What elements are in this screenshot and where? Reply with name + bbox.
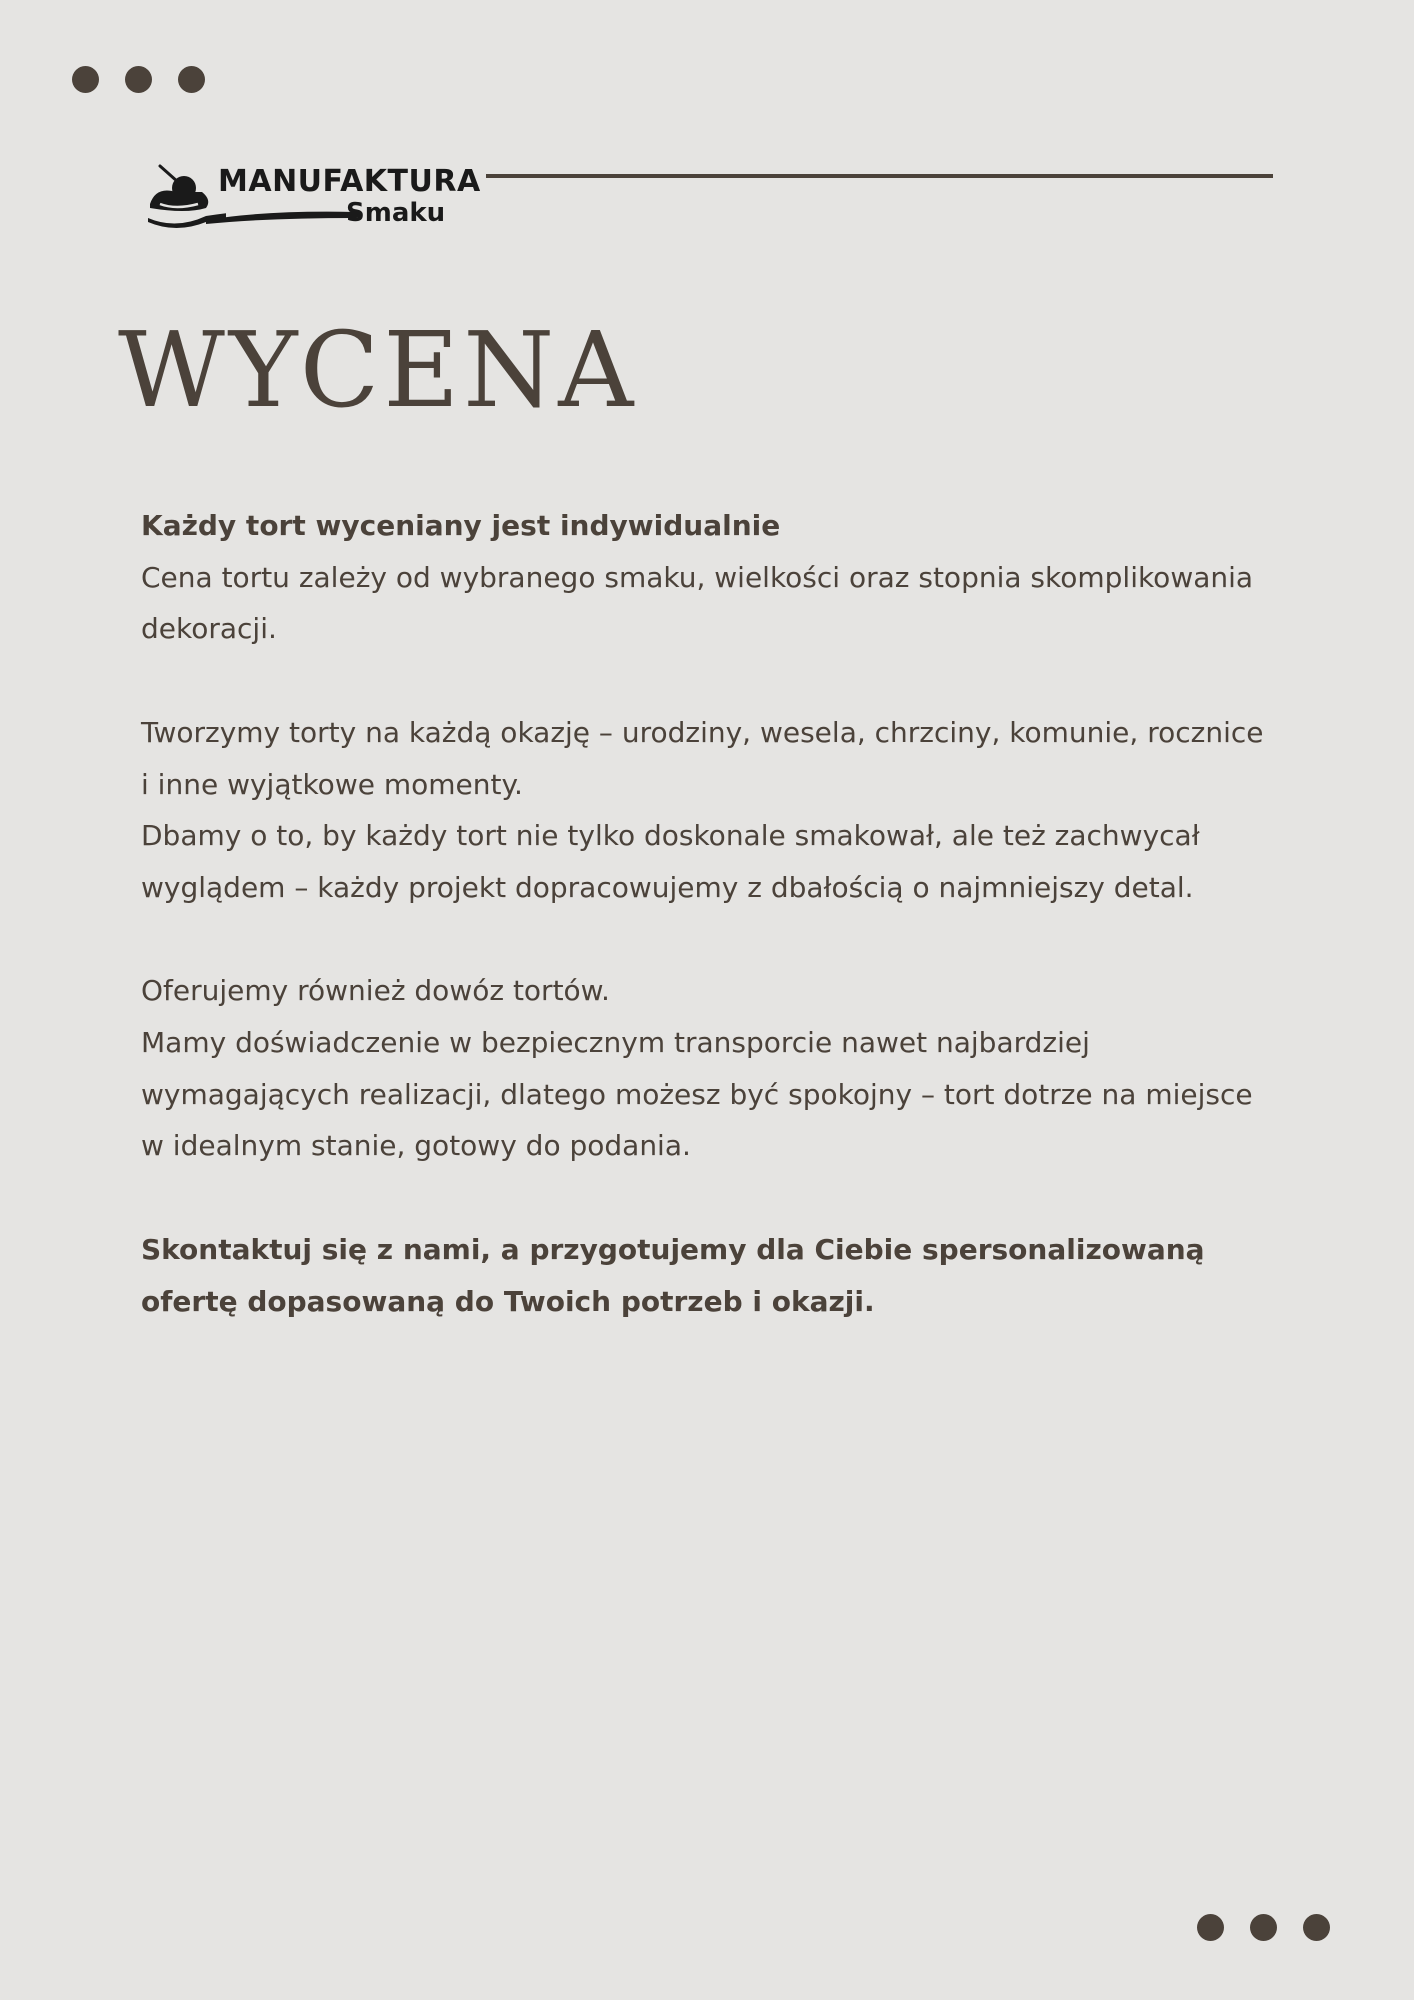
paragraph-heading: Każdy tort wyceniany jest indywidualnie [141, 509, 781, 542]
dot-icon [1197, 1914, 1224, 1941]
paragraph-delivery [141, 965, 1271, 1172]
header-divider [486, 174, 1273, 178]
dot-icon [1250, 1914, 1277, 1941]
decorative-dots-top [72, 66, 205, 93]
dot-icon [178, 66, 205, 93]
brand-logo [146, 160, 481, 240]
closing-statement: Skontaktuj się z nami, a przygotujemy dla Ciebie spersonalizowaną ofertę dopasowaną do Twoich potrzeb i okazji. [141, 1232, 1205, 1318]
spoon-handle-icon [206, 206, 366, 226]
paragraph-contact [141, 1224, 1271, 1327]
paragraph-text: Mamy doświadczenie w bezpiecznym transporcie nawet najbardziej wymagających realizacji, dlatego możesz być spokojny – tort dotrze na miejsce w idealnym stanie, gotowy do podania. [141, 1026, 1253, 1163]
logo-text-secondary: Smaku [346, 198, 446, 228]
paragraph-text: Oferujemy również dowóz tortów. [141, 974, 610, 1008]
page-content [141, 500, 1271, 1379]
logo-text-primary: MANUFAKTURA [218, 164, 481, 199]
dot-icon [125, 66, 152, 93]
paragraph-text: Cena tortu zależy od wybranego smaku, wielkości oraz stopnia skomplikowania dekoracji. [141, 560, 1254, 646]
paragraph-text: Tworzymy torty na każdą okazję – urodziny, wesela, chrzciny, komunie, rocznice i inne wyjątkowe momenty. [141, 715, 1264, 801]
paragraph-text: Dbamy o to, by każdy tort nie tylko doskonale smakował, ale też zachwycał wyglądem – każdy projekt dopracowujemy z dbałością o najmniejszy detal. [141, 819, 1200, 904]
paragraph-pricing [141, 500, 1271, 655]
decorative-dots-bottom [1197, 1914, 1330, 1941]
paragraph-occasions [141, 707, 1271, 914]
dot-icon [1303, 1914, 1330, 1941]
page-title: WYCENA [118, 309, 638, 431]
dot-icon [72, 66, 99, 93]
